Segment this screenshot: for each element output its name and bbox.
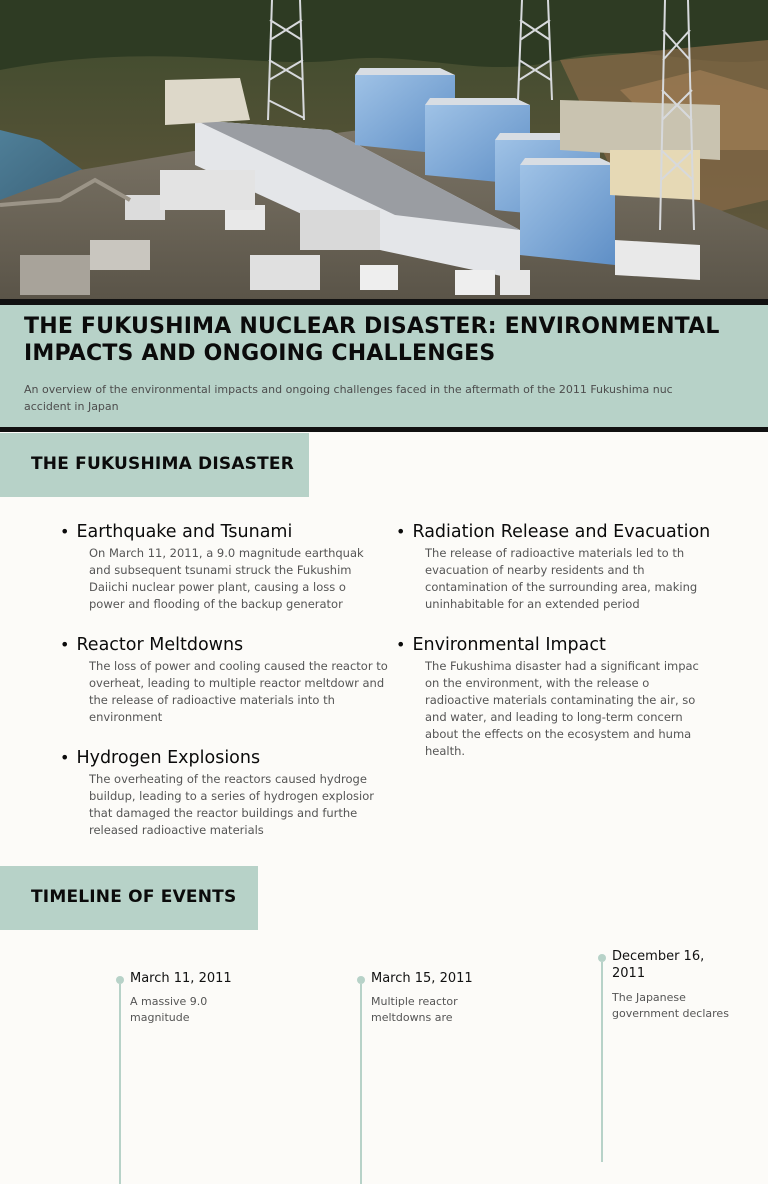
section-heading: THE FUKUSHIMA DISASTER — [31, 454, 295, 474]
bullet-icon: • — [60, 635, 70, 654]
timeline-line — [601, 962, 603, 1162]
section-header-timeline — [0, 866, 258, 930]
timeline-date: March 15, 2011 — [371, 971, 473, 986]
title-divider — [0, 427, 768, 432]
timeline-marker-icon — [598, 954, 606, 962]
timeline-desc: The Japanese government declares — [612, 991, 729, 1020]
page-title: THE FUKUSHIMA NUCLEAR DISASTER: ENVIRONMENTAL IMPACTS AND ONGOING CHALLENGES — [24, 314, 720, 366]
timeline-line — [119, 984, 121, 1184]
item-body: The overheating of the reactors caused hydroge buildup, leading to a series of hydrogen explosior that damaged the reactor buildings and furthe released radioactive materials — [89, 772, 374, 837]
item-heading: Radiation Release and Evacuation — [412, 522, 711, 542]
timeline-desc: A massive 9.0 magnitude — [130, 995, 208, 1024]
item-heading: Reactor Meltdowns — [76, 635, 244, 655]
title-band — [0, 305, 768, 427]
timeline-date: March 11, 2011 — [130, 971, 232, 986]
page-subtitle: An overview of the environmental impacts and ongoing challenges faced in the aftermath of the 2011 Fukushima nuc accident in Japan — [24, 383, 673, 413]
list-item — [60, 634, 390, 726]
bullet-icon: • — [396, 522, 406, 541]
section-heading: TIMELINE OF EVENTS — [31, 887, 237, 907]
hero-image — [0, 0, 768, 301]
item-heading: Environmental Impact — [412, 635, 606, 655]
list-item — [396, 634, 756, 760]
item-body: The release of radioactive materials led to th evacuation of nearby residents and th contamination of the surrounding area, making uninhabitable for an extended period — [425, 546, 698, 611]
section-header-fukushima-disaster — [0, 433, 309, 497]
timeline-desc: Multiple reactor meltdowns are — [371, 995, 458, 1024]
bullet-icon: • — [396, 635, 406, 654]
item-heading: Earthquake and Tsunami — [76, 522, 293, 542]
item-body: On March 11, 2011, a 9.0 magnitude earthquak and subsequent tsunami struck the Fukushim Daiichi nuclear power plant, causing a loss o power and flooding of the backup generator — [89, 546, 364, 611]
item-body: The loss of power and cooling caused the reactor to overheat, leading to multiple reactor meltdowr and the release of radioactive materials into th environment — [89, 659, 388, 724]
timeline-marker-icon — [357, 976, 365, 984]
timeline-line — [360, 984, 362, 1184]
list-item — [60, 747, 390, 839]
item-heading: Hydrogen Explosions — [76, 748, 261, 768]
list-item — [60, 521, 390, 613]
bullet-icon: • — [60, 522, 70, 541]
timeline-marker-icon — [116, 976, 124, 984]
list-item — [396, 521, 756, 613]
bullet-icon: • — [60, 748, 70, 767]
timeline-date: December 16, 2011 — [612, 949, 705, 981]
item-body: The Fukushima disaster had a significant impac on the environment, with the release o radioactive materials contaminating the air, so and water, and leading to long-term concern about the effects on the ecosystem and huma health. — [425, 659, 699, 758]
